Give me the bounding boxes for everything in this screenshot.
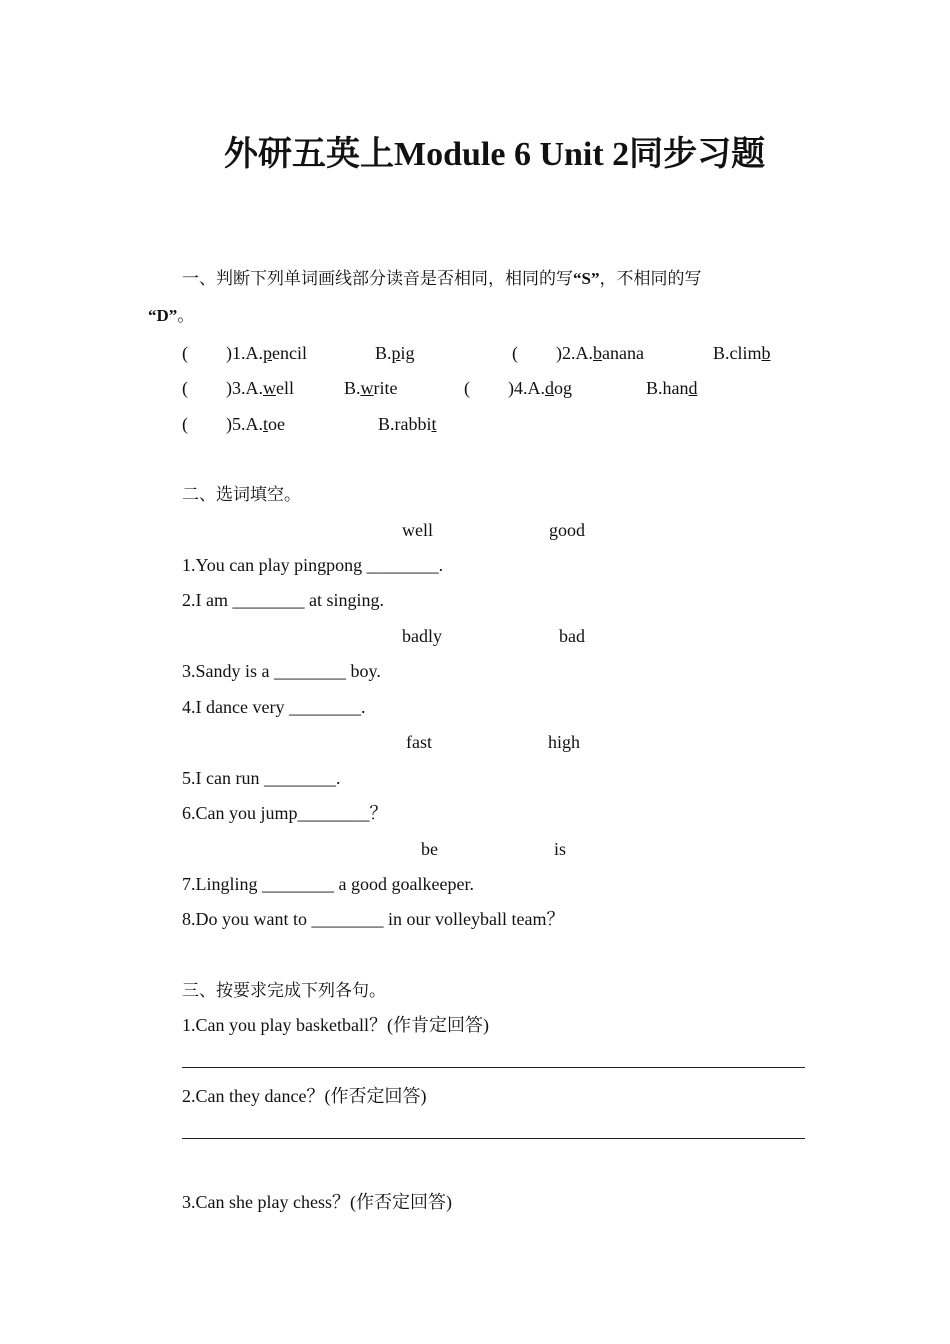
- underlined-letter: w: [263, 378, 276, 398]
- phonics-item-2-b: [713, 342, 771, 364]
- word-choice: badly: [402, 626, 442, 646]
- answer-paren: (: [464, 378, 470, 398]
- fill-sentence-3: 3.Sandy is a ________ boy.: [182, 661, 381, 681]
- underlined-letter: p: [391, 343, 401, 363]
- underlined-letter: d: [688, 378, 698, 398]
- fill-sentence-1: 1.You can play pingpong ________.: [182, 555, 444, 575]
- word-rest: og: [554, 378, 572, 398]
- underlined-letter: w: [360, 378, 374, 398]
- word-prefix: B.: [375, 343, 392, 363]
- word-rest: anana: [602, 343, 644, 363]
- fill-sentence-5: 5.I can run ________.: [182, 768, 341, 788]
- phonics-item-3-b: [344, 377, 398, 399]
- phonics-item-4-b: [646, 377, 698, 399]
- answer-line-2[interactable]: [182, 1138, 805, 1139]
- d-marker: “D”: [148, 306, 178, 325]
- word-rest: rite: [373, 378, 398, 398]
- phonics-item-2-a: [556, 342, 644, 364]
- word-choice: high: [548, 732, 581, 752]
- item-number: )5.A.: [226, 414, 263, 434]
- fill-sentence-8: 8.Do you want to ________ in our volleyball team？: [182, 909, 565, 929]
- underlined-letter: t: [431, 414, 437, 434]
- phonics-item-1-a: [226, 342, 307, 364]
- fill-sentence-4: 4.I dance very ________.: [182, 697, 366, 717]
- word-choice: well: [402, 520, 433, 540]
- item-number: )4.A.: [508, 378, 545, 398]
- phonics-item-1: [182, 342, 188, 364]
- item-number: )2.A.: [556, 343, 593, 363]
- word-rest: oe: [268, 414, 286, 434]
- word-choice: be: [421, 839, 438, 859]
- word-choice: fast: [406, 732, 432, 752]
- word-prefix: B.clim: [713, 343, 762, 363]
- underlined-letter: d: [545, 378, 554, 398]
- s-marker: “S”: [573, 269, 600, 288]
- question-3: 3.Can she play chess？(作否定回答): [182, 1192, 452, 1212]
- word-prefix: B.han: [646, 378, 689, 398]
- word-choice: good: [549, 520, 585, 540]
- answer-paren: (: [182, 414, 188, 434]
- question-2: 2.Can they dance？(作否定回答): [182, 1086, 427, 1106]
- phonics-item-4: [464, 377, 470, 399]
- fill-sentence-2: 2.I am ________ at singing.: [182, 590, 384, 610]
- underlined-letter: b: [593, 343, 602, 363]
- word-rest: ell: [276, 378, 294, 398]
- phonics-item-2: [512, 342, 518, 364]
- word-rest: encil: [272, 343, 307, 363]
- underlined-letter: b: [761, 343, 771, 363]
- word-choice: is: [554, 839, 567, 859]
- answer-paren: (: [512, 343, 518, 363]
- phonics-item-3-a: [226, 377, 294, 399]
- underlined-letter: t: [263, 414, 269, 434]
- question-1: 1.Can you play basketball？(作肯定回答): [182, 1015, 489, 1035]
- word-choice: bad: [559, 626, 585, 646]
- section2-heading: 二、选词填空。: [182, 485, 301, 505]
- section1-heading: [182, 268, 701, 290]
- phonics-item-3: [182, 377, 188, 399]
- underlined-letter: p: [263, 343, 272, 363]
- fill-sentence-6: 6.Can you jump________？: [182, 803, 388, 823]
- word-prefix: B.: [344, 378, 361, 398]
- fill-sentence-7: 7.Lingling ________ a good goalkeeper.: [182, 874, 474, 894]
- item-number: )3.A.: [226, 378, 263, 398]
- section1-heading-end: 。: [177, 306, 195, 326]
- section1-heading-text: 一、判断下列单词画线部分读音是否相同，相同的写: [182, 269, 573, 289]
- word-rest: ig: [400, 343, 415, 363]
- word-prefix: B.rabbi: [378, 414, 432, 434]
- phonics-item-5-b: [378, 413, 437, 435]
- answer-paren: (: [182, 378, 188, 398]
- phonics-item-5-a: [226, 413, 285, 435]
- page-title: 外研五英上Module 6 Unit 2同步习题: [224, 136, 766, 173]
- section1-heading-cont: [148, 305, 194, 327]
- phonics-item-4-a: [508, 377, 572, 399]
- section3-heading: 三、按要求完成下列各句。: [182, 981, 386, 1001]
- phonics-item-5: [182, 413, 188, 435]
- answer-paren: (: [182, 343, 188, 363]
- section1-heading-text-2: ，不相同的写: [599, 269, 702, 289]
- answer-line-1[interactable]: [182, 1067, 805, 1068]
- phonics-item-1-b: [375, 342, 415, 364]
- item-number: )1.A.: [226, 343, 263, 363]
